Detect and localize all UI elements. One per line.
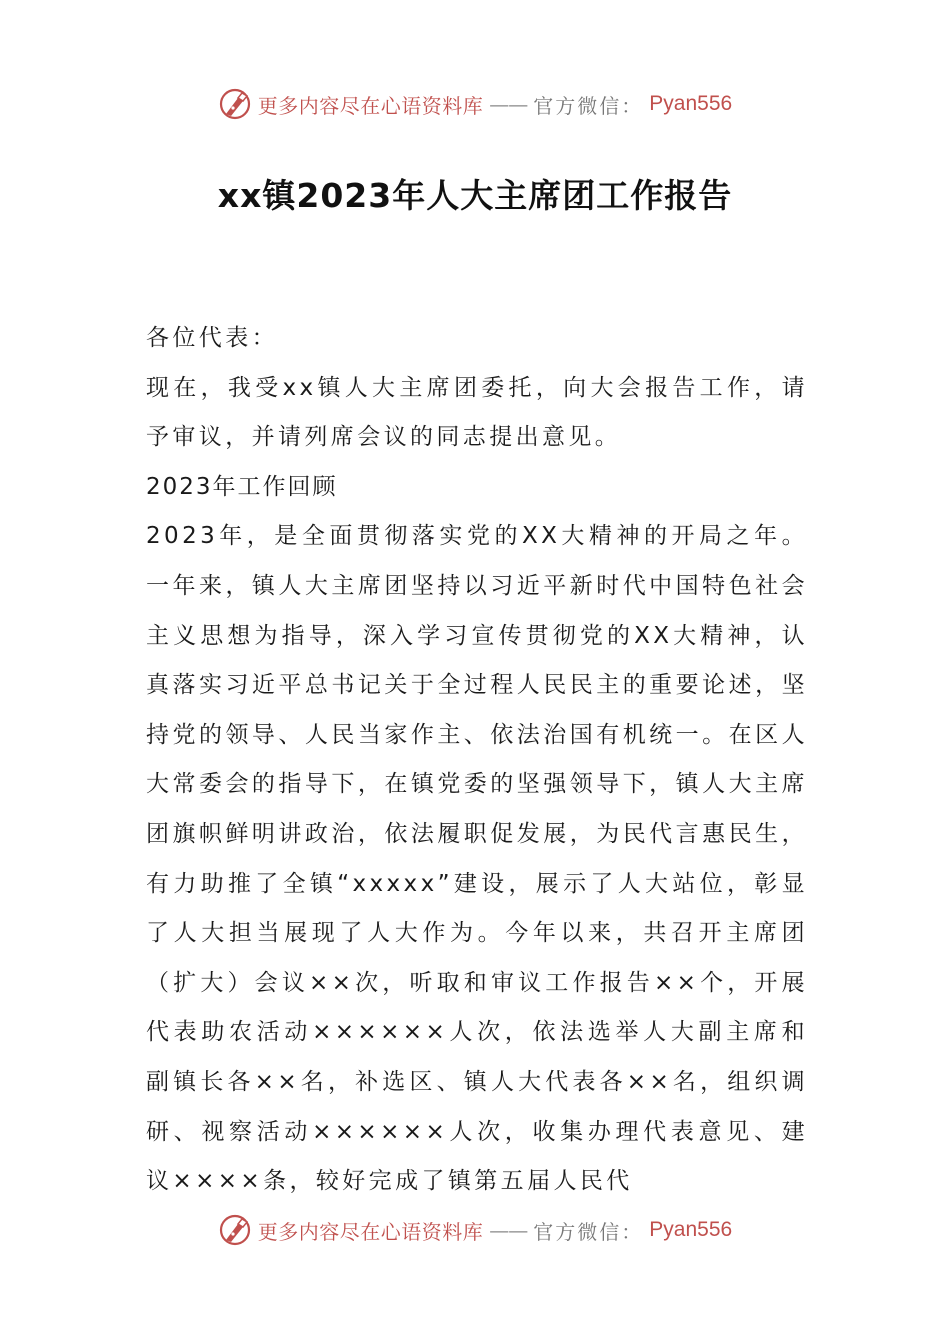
banner-dash: ——	[489, 92, 528, 116]
header-banner	[0, 84, 950, 124]
banner-wechat-label: 官方微信：	[533, 1219, 644, 1244]
pen-nib-logo-icon	[218, 87, 252, 121]
document-body	[146, 314, 808, 1207]
pen-nib-logo-icon	[218, 1213, 252, 1247]
banner-dash: ——	[489, 1218, 528, 1242]
banner-wechat-label: 官方微信：	[533, 93, 644, 118]
banner-wechat-id: Pyan556	[649, 92, 733, 115]
section-heading: 2023年工作回顾	[146, 473, 338, 500]
document-title: xx镇2023年人大主席团工作报告	[217, 176, 733, 215]
banner-slogan: 更多内容尽在心语资料库	[257, 93, 484, 118]
intro-paragraph: 现在，我受xx镇人大主席团委托，向大会报告工作，请予审议，并请列席会议的同志提出意见。	[146, 374, 808, 451]
banner-slogan: 更多内容尽在心语资料库	[257, 1219, 484, 1244]
body-paragraph: 2023年，是全面贯彻落实党的XX大精神的开局之年。一年来，镇人大主席团坚持以习近平新时代中国特色社会主义思想为指导，深入学习宣传贯彻党的XX大精神，认真落实习近平总书记关于全过程人民民主的重要论述，坚持党的领导、人民当家作主、依法治国有机统一。在区人大常委会的指导下，在镇党委的坚强领导下，镇人大主席团旗帜鲜明讲政治，依法履职促发展，为民代言惠民生，有力助推了全镇“xxxxx”建设，展示了人大站位，彰显了人大担当展现了人大作为。今年以来，共召开主席团（扩大）会议××次，听取和审议工作报告××个，开展代表助农活动××××××人次，依法选举人大副主席和副镇长各××名，补选区、镇人大代表各××名，组织调研、视察活动××××××人次，收集办理代表意见、建议××××条，较好完成了镇第五届人民代	[146, 523, 808, 1195]
salutation: 各位代表：	[146, 325, 278, 351]
banner-wechat-id: Pyan556	[649, 1218, 733, 1241]
footer-banner	[0, 1210, 950, 1250]
